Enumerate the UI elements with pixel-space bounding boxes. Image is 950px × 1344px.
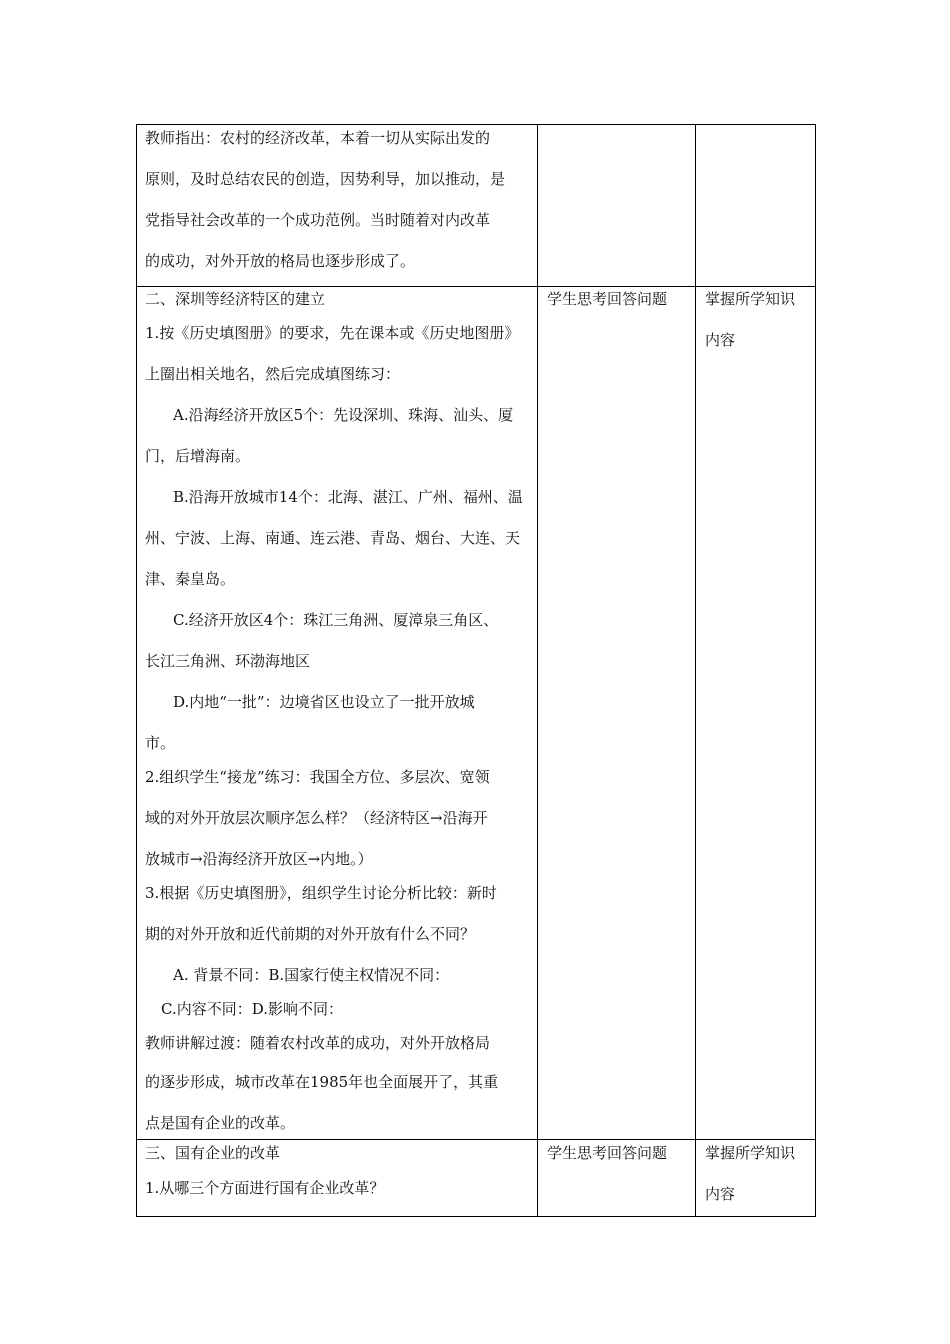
text-line: 3.根据《历史填图册》，组织学生讨论分析比较：新时	[145, 884, 497, 902]
student-activity-cell	[538, 125, 696, 287]
teaching-content-cell	[137, 125, 538, 287]
text-line: 1.从哪三个方面进行国有企业改革？	[145, 1179, 385, 1197]
design-intent-cell	[696, 1140, 816, 1217]
text-line: B.沿海开放城市14个：北海、湛江、广州、福州、温	[173, 488, 523, 506]
text-line: 教师指出：农村的经济改革，本着一切从实际出发的	[145, 129, 491, 147]
teaching-content-cell	[137, 1140, 538, 1217]
text-line: 党指导社会改革的一个成功范例。当时随着对内改革	[145, 211, 491, 229]
text-line: 市。	[145, 734, 176, 752]
text-line: 原则，及时总结农民的创造，因势利导，加以推动，是	[145, 170, 506, 188]
text-line: 的成功，对外开放的格局也逐步形成了。	[145, 252, 416, 270]
text-line: 州、宁波、上海、南通、连云港、青岛、烟台、大连、天	[145, 529, 521, 547]
design-intent-cell	[696, 287, 816, 1140]
student-activity-cell	[538, 1140, 696, 1217]
text-line: 津、秦皇岛。	[145, 570, 236, 588]
lesson-plan-table	[136, 124, 816, 1217]
text-line: 教师讲解过渡：随着农村改革的成功，对外开放格局	[145, 1034, 491, 1052]
design-intent-text: 内容	[705, 331, 736, 349]
text-line: 点是国有企业的改革。	[145, 1114, 296, 1132]
section-heading: 三、国有企业的改革	[145, 1144, 281, 1162]
text-line: 1.按《历史填图册》的要求，先在课本或《历史地图册》	[145, 324, 520, 342]
student-activity-text: 学生思考回答问题	[547, 1144, 668, 1162]
student-activity-cell	[538, 287, 696, 1140]
text-line: A.沿海经济开放区5个：先设深圳、珠海、汕头、厦	[173, 406, 514, 424]
section-heading: 二、深圳等经济特区的建立	[145, 290, 326, 308]
text-line: D.内地“一批”：边境省区也设立了一批开放城	[173, 693, 475, 711]
text-line: 上圈出相关地名，然后完成填图练习：	[145, 365, 401, 383]
text-line: A. 背景不同：B.国家行使主权情况不同：	[173, 966, 450, 984]
text-line: 2.组织学生“接龙”练习：我国全方位、多层次、宽领	[145, 768, 490, 786]
design-intent-cell	[696, 125, 816, 287]
design-intent-text: 掌握所学知识	[705, 290, 796, 308]
text-line: 门，后增海南。	[145, 447, 251, 465]
text-line: C.经济开放区4个：珠江三角洲、厦漳泉三角区、	[173, 611, 499, 629]
text-line: 域的对外开放层次顺序怎么样？（经济特区→沿海开	[145, 809, 488, 827]
text-line: 长江三角洲、环渤海地区	[145, 652, 311, 670]
text-line: 的逐步形成，城市改革在1985年也全面展开了，其重	[145, 1073, 499, 1091]
table-row	[137, 125, 816, 287]
student-activity-text: 学生思考回答问题	[547, 290, 668, 308]
text-line: 放城市→沿海经济开放区→内地。）	[145, 850, 373, 868]
table-row	[137, 1140, 816, 1217]
text-line: 期的对外开放和近代前期的对外开放有什么不同？	[145, 925, 476, 943]
text-line: C.内容不同：D.影响不同：	[161, 1000, 343, 1018]
design-intent-text: 内容	[705, 1185, 736, 1203]
teaching-content-cell	[137, 287, 538, 1140]
table-row	[137, 287, 816, 1140]
design-intent-text: 掌握所学知识	[705, 1144, 796, 1162]
